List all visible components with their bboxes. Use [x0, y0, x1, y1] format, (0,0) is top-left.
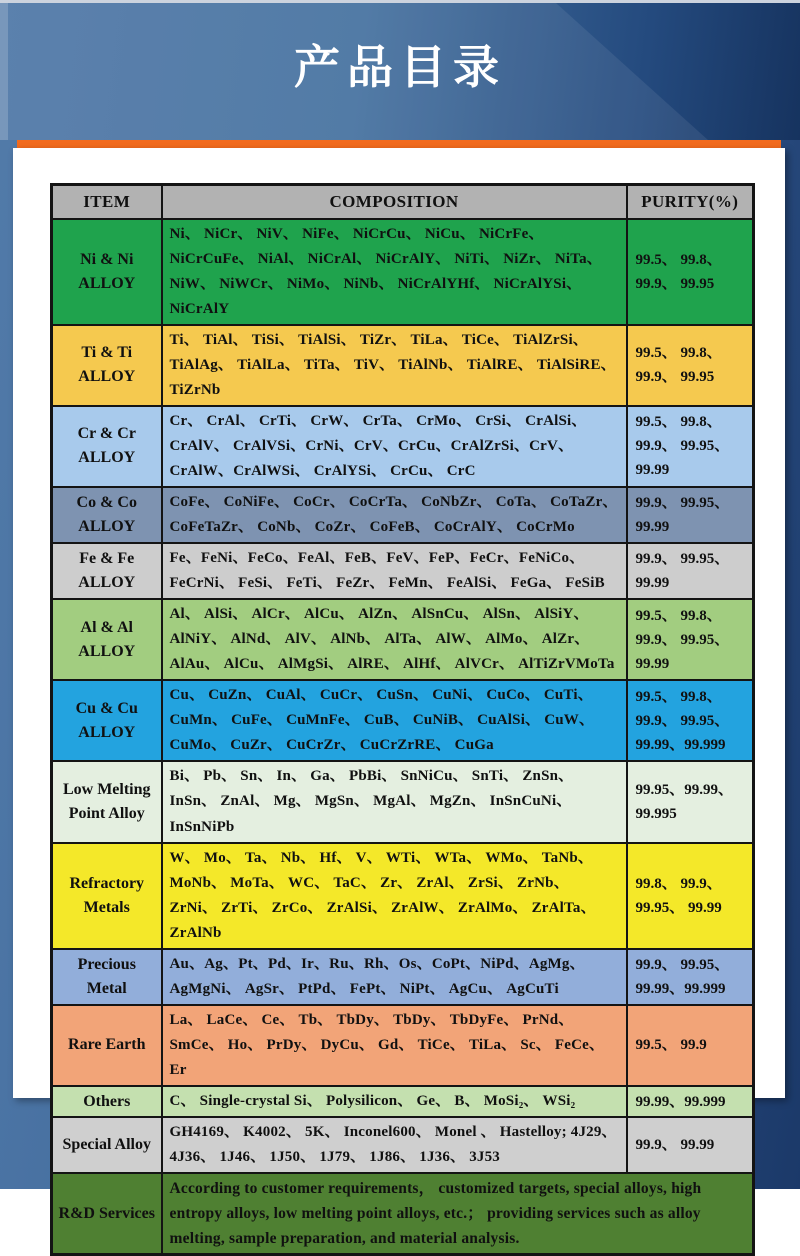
table-header-row [52, 185, 754, 219]
table-row-low-melting [52, 761, 754, 842]
composition-cell: W、 Mo、 Ta、 Nb、 Hf、 V、 WTi、 WTa、 WMo、 TaNb、 MoNb、 MoTa、 WC、 TaC、 Zr、 ZrAl、 ZrSi、 ZrNb、 ZrNi、 ZrTi、 ZrCo、 ZrAlSi、 ZrAlW、 ZrAlMo、 ZrAlTa、 ZrAlNb [162, 843, 627, 949]
composition-cell: Au、Ag、Pt、Pd、Ir、Ru、Rh、Os、CoPt、NiPd、AgMg、AgMgNi、 AgSr、 PtPd、 FePt、 NiPt、 AgCu、 AgCuTi [162, 949, 627, 1005]
composition-cell: GH4169、 K4002、 5K、 Inconel600、 Monel 、 Hastelloy; 4J29、 4J36、 1J46、 1J50、 1J79、 1J86、 1J36、 3J53 [162, 1117, 627, 1173]
purity-cell: 99.5、 99.8、 99.9、 99.95、 99.99 [627, 406, 754, 487]
header-banner [0, 3, 800, 140]
purity-cell: 99.9、 99.95、 99.99 [627, 487, 754, 543]
column-header-item: ITEM [52, 185, 162, 219]
composition-cell: CoFe、 CoNiFe、 CoCr、 CoCrTa、 CoNbZr、 CoTa、 CoTaZr、 CoFeTaZr、 CoNb、 CoZr、 CoFeB、 CoCrAlY、 CoCrMo [162, 487, 627, 543]
rnd-description-cell: According to customer requirements， customized targets, special alloys, high entropy alloys, low melting point alloys, etc.； providing services such as alloy melting, sample preparation, and material analysis. [162, 1173, 754, 1255]
item-cell: Special Alloy [52, 1117, 162, 1173]
item-cell: Al & Al ALLOY [52, 599, 162, 680]
table-row-fe-alloy [52, 543, 754, 599]
table-row-al-alloy [52, 599, 754, 680]
table-row-rnd-services [52, 1173, 754, 1255]
purity-cell: 99.5、 99.8、 99.9、 99.95、 99.99、99.999 [627, 680, 754, 761]
table-row-precious [52, 949, 754, 1005]
page-title: 产品目录 [294, 42, 506, 93]
item-cell: Co & Co ALLOY [52, 487, 162, 543]
item-cell: Precious Metal [52, 949, 162, 1005]
purity-cell: 99.9、 99.99 [627, 1117, 754, 1173]
composition-cell: Ni、 NiCr、 NiV、 NiFe、 NiCrCu、 NiCu、 NiCrFe、 NiCrCuFe、 NiAl、 NiCrAl、 NiCrAlY、 NiTi、 NiZr、 NiTa、 NiW、 NiWCr、 NiMo、 NiNb、 NiCrAlYHf、 NiCrAlYSi、 NiCrAlY [162, 219, 627, 325]
table-row-cr-alloy [52, 406, 754, 487]
item-cell: Fe & Fe ALLOY [52, 543, 162, 599]
item-cell: Cu & Cu ALLOY [52, 680, 162, 761]
purity-cell: 99.5、 99.8、 99.9、 99.95 [627, 325, 754, 406]
table-row-others [52, 1086, 754, 1117]
purity-cell: 99.99、99.999 [627, 1086, 754, 1117]
purity-cell: 99.5、 99.8、 99.9、 99.95 [627, 219, 754, 325]
table-row-special-alloy [52, 1117, 754, 1173]
item-cell: Others [52, 1086, 162, 1117]
item-cell: Rare Earth [52, 1005, 162, 1086]
item-cell: Cr & Cr ALLOY [52, 406, 162, 487]
purity-cell: 99.5、 99.8、 99.9、 99.95、 99.99 [627, 599, 754, 680]
purity-cell: 99.95、99.99、 99.995 [627, 761, 754, 842]
orange-divider [17, 140, 781, 148]
composition-cell: Ti、 TiAl、 TiSi、 TiAlSi、 TiZr、 TiLa、 TiCe、 TiAlZrSi、 TiAlAg、 TiAlLa、 TiTa、 TiV、 TiAlNb、 TiAlRE、 TiAlSiRE、 TiZrNb [162, 325, 627, 406]
composition-cell: Cr、 CrAl、 CrTi、 CrW、 CrTa、 CrMo、 CrSi、 CrAlSi、 CrAlV、 CrAlVSi、CrNi、CrV、CrCu、CrAlZrSi、CrV、CrAlW、CrAlWSi、 CrAlYSi、 CrCu、 CrC [162, 406, 627, 487]
composition-cell: Al、 AlSi、 AlCr、 AlCu、 AlZn、 AlSnCu、 AlSn、 AlSiY、 AlNiY、 AlNd、 AlV、 AlNb、 AlTa、 AlW、 AlMo、 AlZr、 AlAu、 AlCu、 AlMgSi、 AlRE、 AlHf、 AlVCr、 AlTiZrVMoTa [162, 599, 627, 680]
table-row-co-alloy [52, 487, 754, 543]
composition-cell: Cu、 CuZn、 CuAl、 CuCr、 CuSn、 CuNi、 CuCo、 CuTi、 CuMn、 CuFe、 CuMnFe、 CuB、 CuNiB、 CuAlSi、 CuW、 CuMo、 CuZr、 CuCrZr、 CuCrZrRE、 CuGa [162, 680, 627, 761]
purity-cell: 99.5、 99.9 [627, 1005, 754, 1086]
column-header-purity: PURITY(%) [627, 185, 754, 219]
product-catalog-table [50, 183, 755, 1256]
item-cell: Refractory Metals [52, 843, 162, 949]
column-header-composition: COMPOSITION [162, 185, 627, 219]
table-row-rare-earth [52, 1005, 754, 1086]
composition-cell: Bi、 Pb、 Sn、 In、 Ga、 PbBi、 SnNiCu、 SnTi、 ZnSn、 InSn、 ZnAl、 Mg、 MgSn、 MgAl、 MgZn、 InSnCuNi、 InSnNiPb [162, 761, 627, 842]
table-row-ni-alloy [52, 219, 754, 325]
item-cell: Low Melting Point Alloy [52, 761, 162, 842]
item-cell: Ni & Ni ALLOY [52, 219, 162, 325]
table-row-refractory [52, 843, 754, 949]
item-cell: Ti & Ti ALLOY [52, 325, 162, 406]
table-row-cu-alloy [52, 680, 754, 761]
composition-cell: C、 Single-crystal Si、 Polysilicon、 Ge、 B、 MoSi₂、 WSi₂ [162, 1086, 627, 1117]
table-row-ti-alloy [52, 325, 754, 406]
item-cell: R&D Services [52, 1173, 162, 1255]
composition-cell: La、 LaCe、 Ce、 Tb、 TbDy、 TbDy、 TbDyFe、 PrNd、 SmCe、 Ho、 PrDy、 DyCu、 Gd、 TiCe、 TiLa、 Sc、 FeCe、 Er [162, 1005, 627, 1086]
purity-cell: 99.9、 99.95、 99.99 [627, 543, 754, 599]
composition-cell: Fe、FeNi、FeCo、FeAl、FeB、FeV、FeP、FeCr、FeNiCo、FeCrNi、 FeSi、 FeTi、 FeZr、 FeMn、 FeAlSi、 FeGa、 FeSiB [162, 543, 627, 599]
content-panel [13, 148, 785, 1248]
purity-cell: 99.9、 99.95、 99.99、99.999 [627, 949, 754, 1005]
purity-cell: 99.8、 99.9、 99.95、 99.99 [627, 843, 754, 949]
